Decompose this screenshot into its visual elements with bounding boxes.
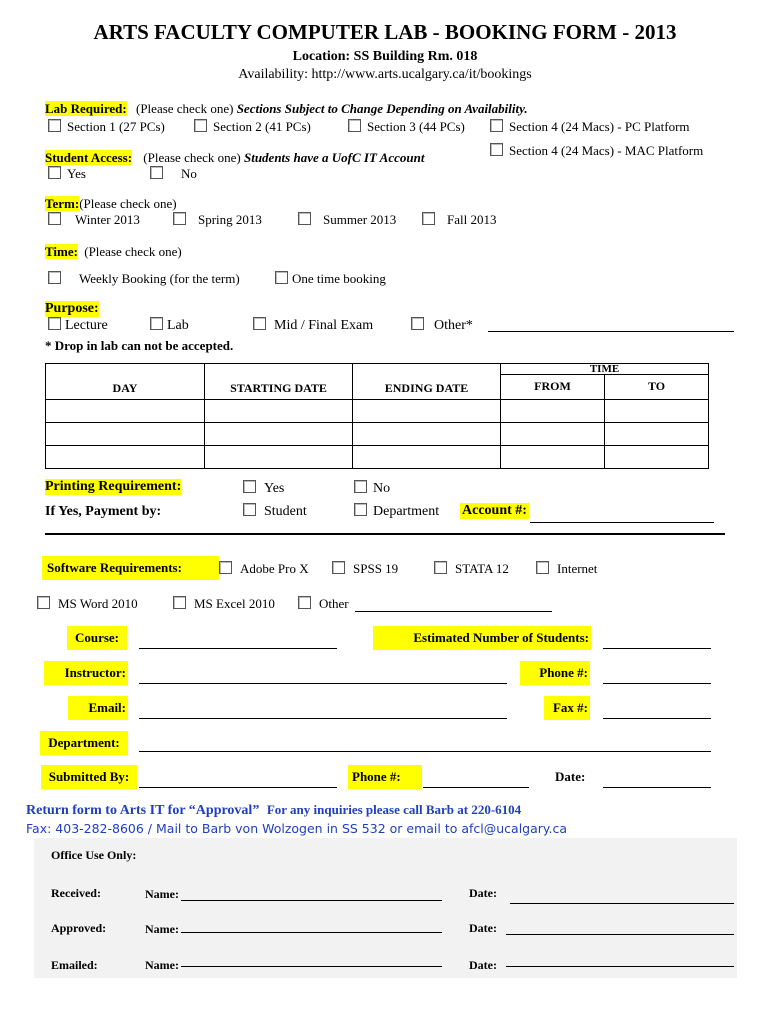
checkbox[interactable]: [298, 596, 311, 609]
table-row[interactable]: [46, 400, 709, 423]
lab-option-2[interactable]: Section 2 (41 PCs): [194, 119, 311, 135]
account-label: Account #:: [462, 503, 527, 518]
col-to: TO: [647, 379, 666, 393]
phone2-label: Phone #:: [348, 765, 422, 789]
checkbox[interactable]: [48, 271, 61, 284]
estimated-students-line[interactable]: [603, 648, 711, 649]
printing-label: Printing Requirement:: [45, 479, 182, 494]
software-other[interactable]: Other: [298, 596, 349, 612]
date-label: Date:: [555, 769, 586, 784]
software-spss[interactable]: SPSS 19: [332, 561, 398, 577]
col-starting-date: STARTING DATE: [205, 364, 353, 400]
phone-label: Phone #:: [520, 661, 590, 685]
email-line[interactable]: [139, 718, 507, 719]
checkbox[interactable]: [411, 317, 424, 330]
office-approved-date-line[interactable]: [506, 934, 734, 935]
fax-label: Fax #:: [544, 696, 590, 720]
student-access-label: Student Access:: [45, 150, 133, 165]
purpose-exam[interactable]: Mid / Final Exam: [253, 317, 373, 334]
office-use-box: [34, 838, 737, 978]
office-date-label: Date:: [469, 886, 497, 900]
checkbox[interactable]: [48, 212, 61, 225]
checkbox[interactable]: [48, 119, 61, 132]
checkbox[interactable]: [422, 212, 435, 225]
checkbox[interactable]: [298, 212, 311, 225]
purpose-other-line[interactable]: [488, 331, 734, 332]
lab-required-label: Lab Required:: [45, 101, 127, 116]
purpose-note: * Drop in lab can not be accepted.: [45, 338, 234, 353]
checkbox[interactable]: [194, 119, 207, 132]
lab-note: Sections Subject to Change Depending on Availability.: [236, 101, 528, 116]
checkbox[interactable]: [219, 561, 232, 574]
payment-department[interactable]: Department: [354, 503, 439, 520]
instructor-line[interactable]: [139, 683, 507, 684]
return-line-1: Return form to Arts IT for “Approval” For any inquiries please call Barb at 220-6104: [26, 802, 522, 818]
fax-line[interactable]: [603, 718, 711, 719]
printing-no[interactable]: No: [354, 480, 390, 497]
col-from: FROM: [501, 375, 605, 399]
term-row: Term:(Please check one): [45, 196, 177, 211]
checkbox[interactable]: [434, 561, 447, 574]
checkbox[interactable]: [37, 596, 50, 609]
time-label: Time:: [45, 244, 78, 259]
department-line[interactable]: [139, 751, 711, 752]
office-date-label: Date:: [469, 921, 497, 935]
course-label: Course:: [67, 626, 127, 650]
term-fall[interactable]: Fall 2013: [422, 212, 496, 228]
department-label: Department:: [40, 731, 128, 755]
lab-option-5[interactable]: Section 4 (24 Macs) - MAC Platform: [490, 143, 703, 159]
software-label: Software Requirements:: [42, 556, 219, 580]
software-other-line[interactable]: [355, 611, 552, 612]
purpose-lab[interactable]: Lab: [150, 317, 189, 334]
checkbox[interactable]: [173, 596, 186, 609]
checkbox[interactable]: [354, 480, 367, 493]
purpose-other[interactable]: Other*: [411, 317, 473, 334]
checkbox[interactable]: [173, 212, 186, 225]
checkbox[interactable]: [150, 166, 163, 179]
software-excel[interactable]: MS Excel 2010: [173, 596, 275, 612]
instructor-label: Instructor:: [44, 661, 128, 685]
submitted-by-line[interactable]: [139, 787, 337, 788]
software-adobe[interactable]: Adobe Pro X: [219, 561, 309, 577]
term-summer[interactable]: Summer 2013: [298, 212, 396, 228]
software-internet[interactable]: Internet: [536, 561, 597, 577]
payment-label: If Yes, Payment by:: [45, 504, 162, 519]
term-label: Term:: [45, 196, 80, 211]
checkbox[interactable]: [490, 143, 503, 156]
office-emailed-label: Emailed:: [51, 958, 98, 972]
phone-line[interactable]: [603, 683, 711, 684]
return-line-2: Fax: 403-282-8606 / Mail to Barb von Wolzogen in SS 532 or email to afcl@ucalgary.ca: [26, 821, 568, 836]
col-ending-date: ENDING DATE: [353, 364, 501, 400]
term-spring[interactable]: Spring 2013: [173, 212, 262, 228]
time-row: Time: (Please check one): [45, 244, 182, 259]
table-row[interactable]: [46, 446, 709, 469]
student-access-row: Student Access: (Please check one) Students have a UofC IT Account: [45, 150, 425, 165]
office-emailed-date-line[interactable]: [506, 966, 734, 967]
checkbox[interactable]: [253, 317, 266, 330]
location-text: Location: SS Building Rm. 018: [292, 49, 478, 64]
time-one-time[interactable]: One time booking: [275, 271, 386, 287]
checkbox[interactable]: [243, 480, 256, 493]
lab-option-4[interactable]: Section 4 (24 Macs) - PC Platform: [490, 119, 690, 135]
office-approved-name-line[interactable]: [181, 932, 442, 933]
availability-text: Availability: http://www.arts.ucalgary.ca/it/bookings: [238, 67, 532, 82]
checkbox[interactable]: [275, 271, 288, 284]
office-approved-label: Approved:: [51, 921, 107, 935]
office-name-label: Name:: [145, 887, 179, 901]
office-received-label: Received:: [51, 886, 101, 900]
lab-required-row: [45, 101, 528, 117]
purpose-label: Purpose:: [45, 301, 99, 316]
estimated-students-label: Estimated Number of Students:: [373, 626, 591, 650]
checkbox[interactable]: [48, 317, 61, 330]
payment-student[interactable]: Student: [243, 503, 307, 520]
course-line[interactable]: [139, 648, 337, 649]
col-time: TIME: [589, 364, 620, 374]
software-word[interactable]: MS Word 2010: [37, 596, 138, 612]
checkbox[interactable]: [150, 317, 163, 330]
checkbox[interactable]: [48, 166, 61, 179]
checkbox[interactable]: [243, 503, 256, 516]
time-weekly[interactable]: Weekly Booking (for the term): [48, 271, 240, 287]
checkbox[interactable]: [354, 503, 367, 516]
office-use-title: Office Use Only:: [51, 848, 137, 862]
office-received-name-line[interactable]: [181, 900, 442, 901]
section-divider: [45, 533, 725, 535]
term-winter[interactable]: Winter 2013: [48, 212, 140, 228]
checkbox[interactable]: [490, 119, 503, 132]
software-stata[interactable]: STATA 12: [434, 561, 509, 577]
col-day: DAY: [46, 364, 205, 400]
office-name-label: Name:: [145, 958, 179, 972]
submitted-by-label: Submitted By:: [41, 765, 137, 789]
office-date-label: Date:: [469, 958, 497, 972]
office-emailed-name-line[interactable]: [181, 966, 442, 967]
checkbox[interactable]: [332, 561, 345, 574]
printing-yes[interactable]: Yes: [243, 480, 284, 497]
office-received-date-line[interactable]: [510, 903, 734, 904]
student-access-yes[interactable]: Yes: [48, 166, 86, 182]
lab-option-3[interactable]: Section 3 (44 PCs): [348, 119, 465, 135]
email-label: Email:: [68, 696, 128, 720]
checkbox[interactable]: [348, 119, 361, 132]
student-access-no[interactable]: No: [150, 166, 197, 182]
schedule-table: [45, 363, 709, 469]
table-row[interactable]: [46, 423, 709, 446]
lab-option-1[interactable]: Section 1 (27 PCs): [48, 119, 165, 135]
checkbox[interactable]: [536, 561, 549, 574]
phone2-line[interactable]: [423, 787, 529, 788]
account-line[interactable]: [530, 522, 714, 523]
lab-instruction: (Please check one): [136, 101, 234, 116]
purpose-lecture[interactable]: Lecture: [48, 317, 108, 334]
col-time-group: [501, 364, 709, 400]
form-title: ARTS FACULTY COMPUTER LAB - BOOKING FORM - 2013: [93, 20, 677, 44]
date-line[interactable]: [603, 787, 711, 788]
office-name-label: Name:: [145, 922, 179, 936]
